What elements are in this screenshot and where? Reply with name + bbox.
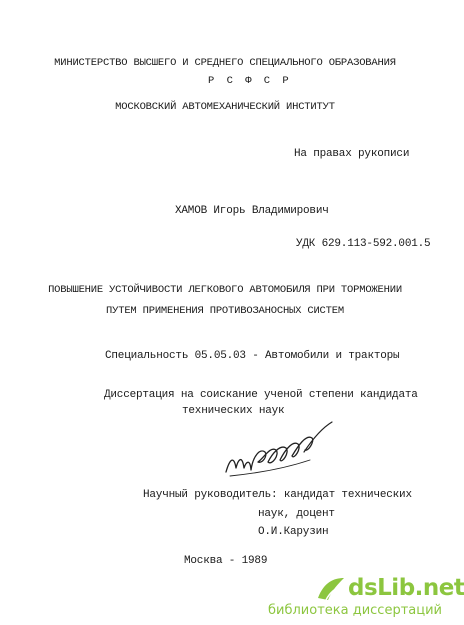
country-heading: Р С Ф С Р: [208, 75, 292, 87]
handwritten-signature: [220, 418, 335, 483]
dissertation-title-line-1: ПОВЫШЕНИЕ УСТОЙЧИВОСТИ ЛЕГКОВОГО АВТОМОБИЛЯ ПРИ ТОРМОЖЕНИИ: [48, 284, 402, 296]
institute-heading: МОСКОВСКИЙ АВТОМЕХАНИЧЕСКИЙ ИНСТИТУТ: [115, 101, 335, 113]
supervisor-name: О.И.Карузин: [258, 526, 329, 538]
degree-line-2: технических наук: [182, 405, 285, 417]
dslib-tagline: библиотека диссертаций: [268, 603, 442, 618]
dslib-logo-text: dsLib.net: [348, 575, 464, 601]
author-name: ХАМОВ Игорь Владимирович: [175, 205, 329, 217]
supervisor-line-1: Научный руководитель: кандидат технических: [143, 489, 412, 501]
degree-line-1: Диссертация на соискание ученой степени кандидата: [104, 389, 418, 401]
ministry-heading: МИНИСТЕРСТВО ВЫСШЕГО И СРЕДНЕГО СПЕЦИАЛЬНОГО ОБРАЗОВАНИЯ: [54, 57, 396, 69]
manuscript-rights-note: На правах рукописи: [294, 148, 410, 160]
specialty-line: Специальность 05.05.03 - Автомобили и тракторы: [105, 350, 400, 362]
udk-code: УДК 629.113-592.001.5: [296, 238, 431, 250]
city-year: Москва - 1989: [184, 555, 268, 567]
dslib-logo-icon: [316, 576, 346, 602]
supervisor-line-2: наук, доцент: [258, 508, 335, 520]
dslib-watermark: [268, 575, 464, 623]
dissertation-title-line-2: ПУТЕМ ПРИМЕНЕНИЯ ПРОТИВОЗАНОСНЫХ СИСТЕМ: [106, 305, 344, 317]
